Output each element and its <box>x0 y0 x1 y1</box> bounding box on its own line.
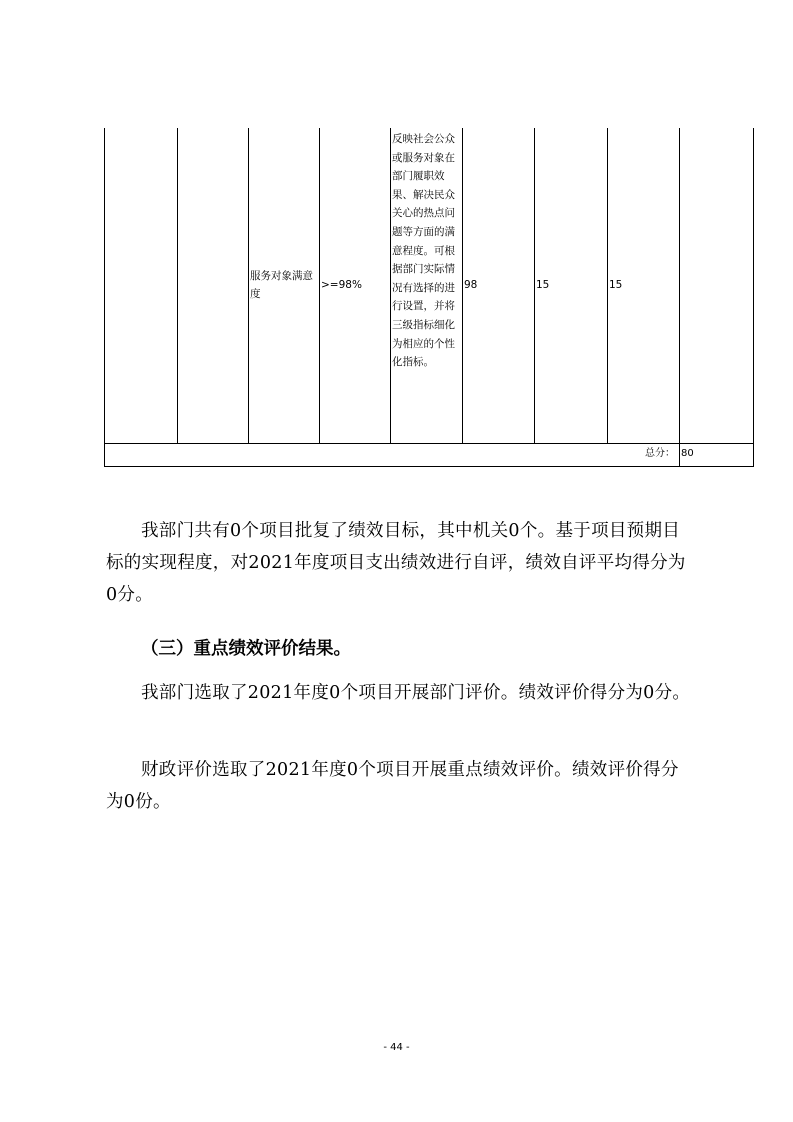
score-cell: 15 <box>608 128 680 443</box>
target-value-cell: >=98% <box>320 128 391 443</box>
level2-indicator-cell <box>178 128 249 443</box>
page-number: - 44 - <box>383 1042 410 1053</box>
total-value: 80 <box>680 443 754 466</box>
paragraph-department-evaluation: 我部门选取了2021年度0个项目开展部门评价。绩效评价得分为0分。 <box>141 683 691 703</box>
actual-value-cell: 98 <box>463 128 535 443</box>
remark-cell <box>680 128 754 443</box>
total-row <box>105 443 754 466</box>
section-heading: （三）重点绩效评价结果。 <box>141 639 351 659</box>
indicator-description-cell: 反映社会公众或服务对象在部门履职效果、解决民众关心的热点问题等方面的满意程度。可根据部门实际情况有选择的进行设置，并将三级指标细化为相应的个性化指标。 <box>391 128 463 443</box>
level1-indicator-cell <box>105 128 178 443</box>
weight-cell: 15 <box>535 128 608 443</box>
paragraph-self-evaluation: 我部门共有0个项目批复了绩效目标，其中机关0个。基于项目预期目标的实现程度，对2021年度项目支出绩效进行自评，绩效自评平均得分为0分。 <box>106 521 686 605</box>
indicator-name-cell: 服务对象满意度 <box>249 128 320 443</box>
total-label: 总分： <box>105 443 680 466</box>
table-row <box>105 128 754 443</box>
performance-table <box>104 128 754 467</box>
paragraph-finance-evaluation: 财政评价选取了2021年度0个项目开展重点绩效评价。绩效评价得分为0份。 <box>106 760 679 812</box>
